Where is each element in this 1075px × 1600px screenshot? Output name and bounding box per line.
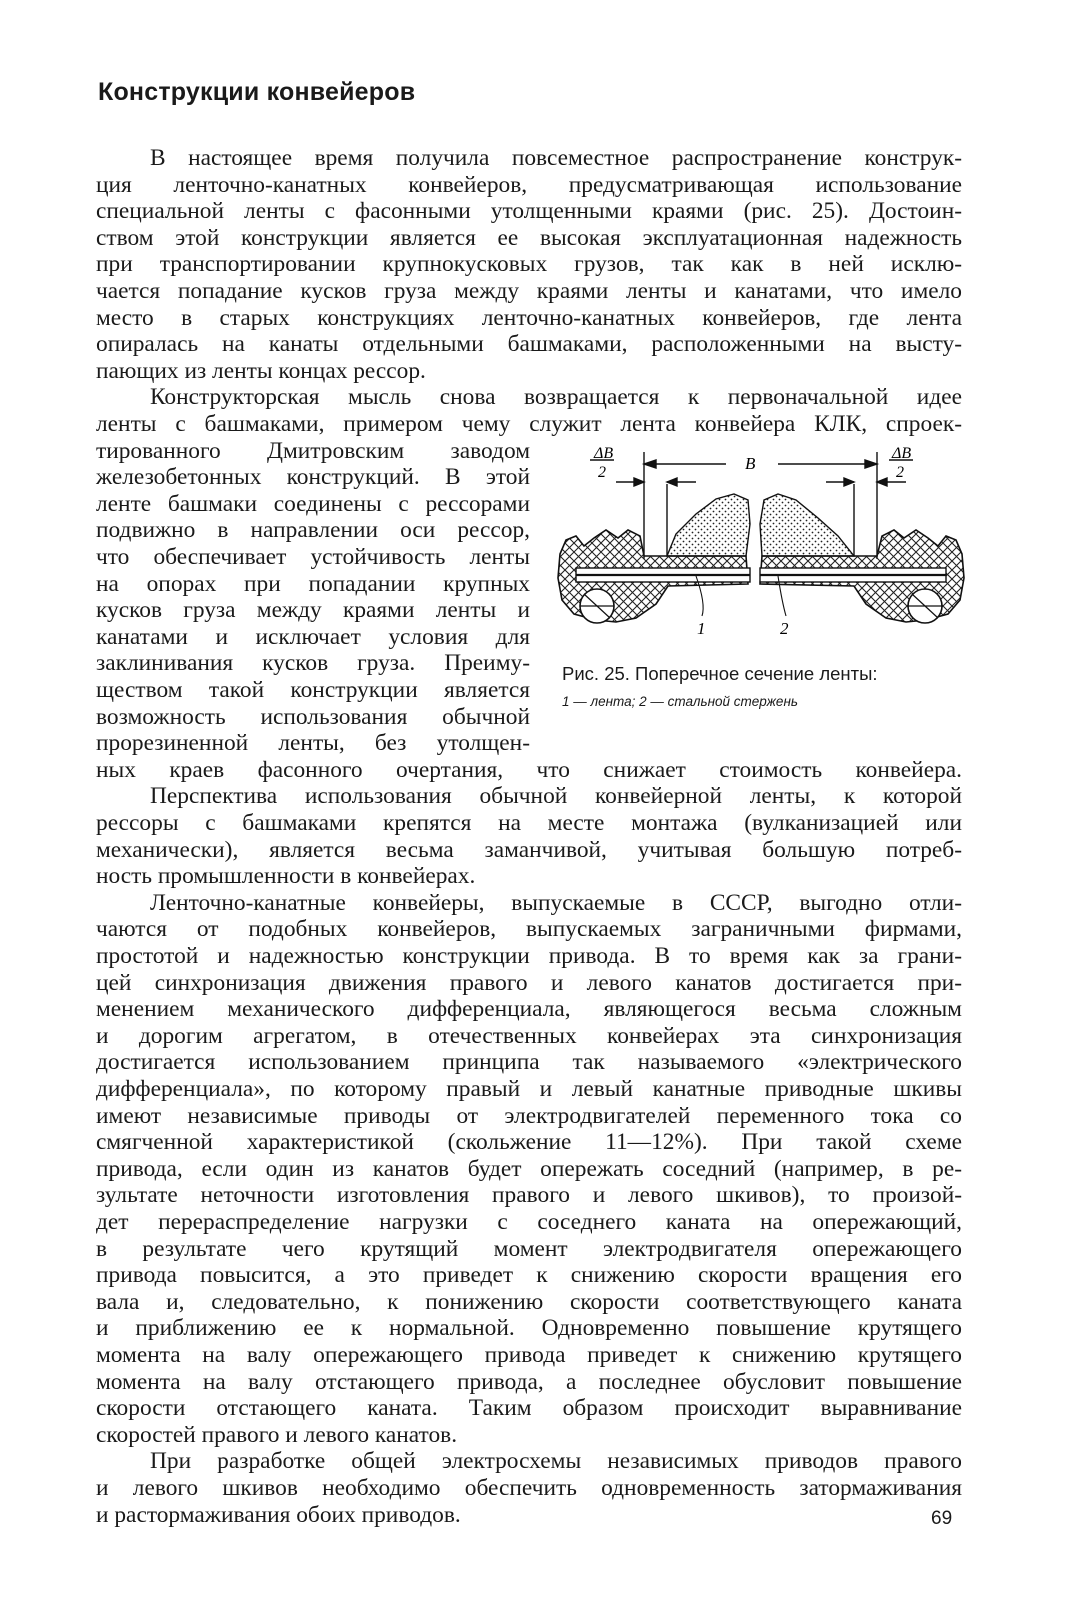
text-line: дифференциала», по которому правый и левый канатные приводные шкивы [96,1076,962,1102]
text-line: тированного Дмитровским заводом [96,437,530,464]
cargo-lump-right [760,494,854,556]
text-line: ществом такой конструкции является [96,677,530,703]
text-line: и растормаживания обоих приводов. [96,1501,461,1528]
text-line: ность промышленности в конвейерах. [96,863,476,890]
text-line: кусков груза между краями ленты и [96,597,530,624]
text-line: и левого шкивов необходимо обеспечить одновременность затормаживания [96,1475,962,1501]
dim-label-db-left-den: 2 [598,464,606,481]
dim-label-db-right-den: 2 [896,464,904,481]
dim-label-b: B [745,454,756,473]
text-line: на опорах при попадании крупных [96,570,530,597]
dim-label-db-right: ΔB [892,445,912,462]
dim-label-db-left: ΔB [594,445,614,462]
text-line: момента на валу опережающего привода приведет к снижению крутящего [96,1342,962,1368]
text-line: пающих из ленты концах рессор. [96,357,426,384]
text-line: и приближению ее к нормальной. Одновременно повышение крутящего [96,1315,962,1342]
text-line: специальной ленты с фасонными утолщенными краями (рис. 25). Достоин- [96,198,962,225]
text-line: достигается использованием принципа так называемого «электрического [96,1049,962,1076]
text-line: рессоры с башмаками крепятся на месте монтажа (вулканизацией или [96,810,962,836]
text-line: железобетонных конструкций. В этой [96,464,530,491]
text-line: возможность использования обычной [96,703,530,730]
figure-25-belt-cross-section [556,444,966,658]
text-line: дет перераспределение нагрузки с соседнего каната на опережающий, [96,1209,962,1235]
text-line: заклинивания кусков груза. Преиму- [96,650,530,677]
text-line: цей синхронизация движения правого и левого канатов достигается при- [96,969,962,996]
text-line: и дорогим агрегатом, в отечественных конвейерах эта синхронизация [96,1022,962,1049]
text-line: смягченной характеристикой (скольжение 11—12%). При такой схеме [96,1129,962,1156]
figure-legend: 1 — лента; 2 — стальной стержень [562,694,798,709]
text-line: имеют независимые приводы от электродвигателей переменного тока со [96,1102,962,1129]
text-line: ленте башмаки соединены с рессорами [96,490,530,517]
text-line: ством этой конструкции является ее высокая эксплуатационная надежность [96,224,962,251]
text-line: момента на валу отстающего привода, а последнее обусловит повышение [96,1368,962,1395]
text-line: скорости отстающего каната. Таким образом происходит выравнивание [96,1395,962,1422]
text-line: ция ленточно-канатных конвейеров, предусматривающая использование [96,171,962,198]
text-line: При разработке общей электросхемы независимых приводов правого [150,1448,962,1475]
cargo-lump-left [667,494,750,556]
text-line: подвижно в направлении оси рессор, [96,517,530,544]
text-line: привода повысится, а это приведет к снижению скорости вращения его [96,1262,962,1289]
text-line: опиралась на канаты отдельными башмаками, расположенными на высту- [96,331,962,358]
text-line: В настоящее время получила повсеместное распространение конструк- [150,145,962,171]
text-line: что обеспечивает устойчивость ленты [96,544,530,570]
text-line: канатами и исключает условия для [96,623,530,650]
text-line: привода, если один из канатов будет опережать соседний (например, в ре- [96,1155,962,1182]
text-line: вала и, следовательно, к понижению скорости соответствующего каната [96,1288,962,1315]
text-line: механически), является весьма заманчивой, учитывая большую потреб- [96,836,962,863]
text-line: при транспортировании крупнокусковых грузов, так как в ней исклю- [96,251,962,278]
text-line: прорезиненной ленты, без утолщен- [96,730,530,757]
text-line: зультате неточности изготовления правого и левого шкивов), то произой- [96,1182,962,1209]
text-line: ных краев фасонного очертания, что снижает стоимость конвейера. [96,756,962,783]
section-heading: Конструкции конвейеров [98,78,416,106]
text-line: в результате чего крутящий момент электродвигателя опережающего [96,1235,962,1262]
label-2: 2 [780,619,789,638]
text-line: место в старых конструкциях ленточно-канатных конвейеров, где лента [96,304,962,331]
page-number: 69 [931,1508,953,1529]
rope-right [908,589,942,623]
text-line: Конструкторская мысль снова возвращается к первоначальной идее [150,384,962,411]
figure-caption: Рис. 25. Поперечное сечение ленты: [562,663,878,684]
text-line: скоростей правого и левого канатов. [96,1421,458,1448]
text-line: менением механического дифференциала, являющегося весьма сложным [96,996,962,1023]
rope-left [580,589,614,623]
text-line: Ленточно-канатные конвейеры, выпускаемые в СССР, выгодно отли- [150,889,962,916]
text-line: ленты с башмаками, примером чему служит лента конвейера КЛК, спроек- [96,411,962,437]
text-line: чаются от подобных конвейеров, выпускаемых заграничными фирмами, [96,916,962,943]
text-line: Перспектива использования обычной конвейерной ленты, к которой [150,783,962,810]
text-line: простотой и надежностью конструкции привода. В то время как за грани- [96,943,962,969]
label-1: 1 [697,619,706,638]
text-line: чается попадание кусков груза между краями ленты и канатами, что имело [96,278,962,304]
